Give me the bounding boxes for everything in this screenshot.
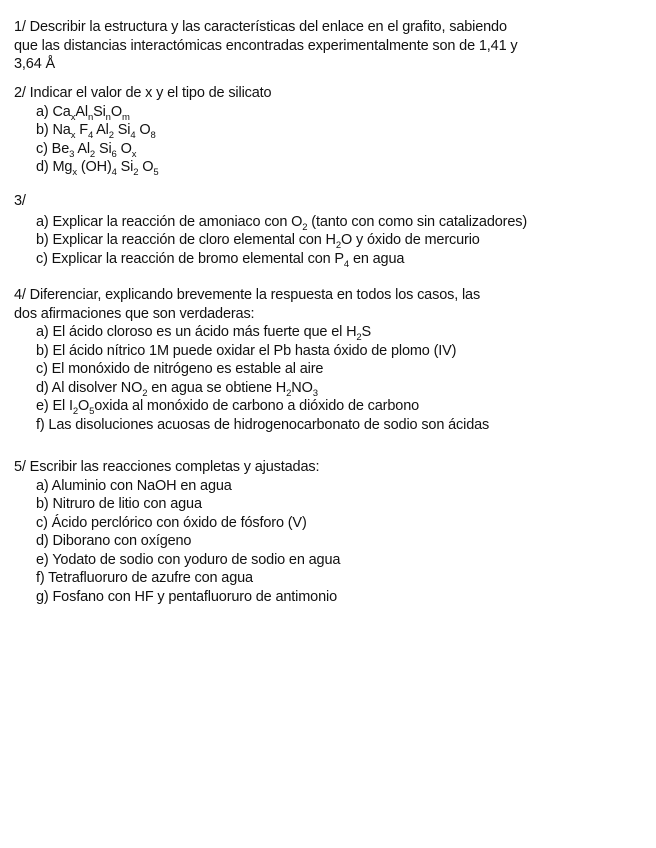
q4-item-c: c) El monóxido de nitrógeno es estable al aire [36,361,324,377]
q4-item-f: f) Las disoluciones acuosas de hidrogenocarbonato de sodio son ácidas [36,416,490,433]
q5-item-b: b) Nitruro de litio con agua [36,496,202,512]
q4-item-b: b) El ácido nítrico 1M puede oxidar el Pb hasta óxido de plomo (IV) [36,342,457,359]
question-5 [14,458,644,606]
q4-item-d: d) Al disolver $NO_2$ en agua se obtiene $H_2NO_3$ [36,379,318,399]
q1-line: que las distancias interactómicas encontradas experimentalmente son de 1,41 y [14,37,518,54]
question-1 [14,18,644,74]
q2-title: 2/ Indicar el valor de x y el tipo de silicato [14,85,272,101]
question-3 [14,192,644,268]
q2-item-c: c) $Be_3$ $Al_2$ $Si_6$ $O_x$ [36,140,137,160]
q5-item-d: d) Diborano con oxígeno [36,533,192,549]
q4-item-e: e) El $I_2O_5oxida$ al monóxido de carbono a dióxido de carbono [36,398,420,417]
q3-title: 3/ [14,193,26,209]
q5-item-f: f) Tetrafluoruro de azufre con agua [36,570,253,586]
q5-item-a: a) Aluminio con NaOH en agua [36,477,232,494]
q4-item-a: a) El ácido cloroso es un ácido más fuerte que el $H_2S$ [36,324,372,343]
q4-title-line: dos afirmaciones que son verdaderas: [14,305,255,322]
question-2 [14,84,644,177]
q3-item-a: a) Explicar la reacción de amoniaco con $O_2$ (tanto con como sin catalizadores) [36,213,528,233]
q5-item-g: g) Fosfano con HF y pentafluoruro de antimonio [36,588,337,605]
question-4 [14,286,644,434]
q2-item-b: b) $Na_x$ $F_4$ $Al_2$ $Si_4$ $O_8$ [36,122,156,141]
q4-title-line: 4/ Diferenciar, explicando brevemente la respuesta en todos los casos, las [14,287,481,303]
q2-item-a: a) $Ca_xAl_nSi_nO_m$ [36,103,130,123]
q5-item-e: e) Yodato de sodio con yoduro de sodio en agua [36,551,341,568]
q3-item-b: b) Explicar la reacción de cloro elemental con $H_2O$ y óxido de mercurio [36,232,480,251]
q1-line: 1/ Describir la estructura y las características del enlace en el grafito, sabiendo [14,19,507,35]
q5-title: 5/ Escribir las reacciones completas y ajustadas: [14,459,320,475]
q5-item-c: c) Ácido perclórico con óxido de fósforo (V) [36,514,307,531]
q2-item-d: d) $Mg_x$ $(OH)_4$ $Si_2$ $O_5$ [36,159,159,178]
q1-line: 3,64 Å [14,56,56,72]
q3-item-c: c) Explicar la reacción de bromo elemental con $P_4$ en agua [36,250,405,270]
